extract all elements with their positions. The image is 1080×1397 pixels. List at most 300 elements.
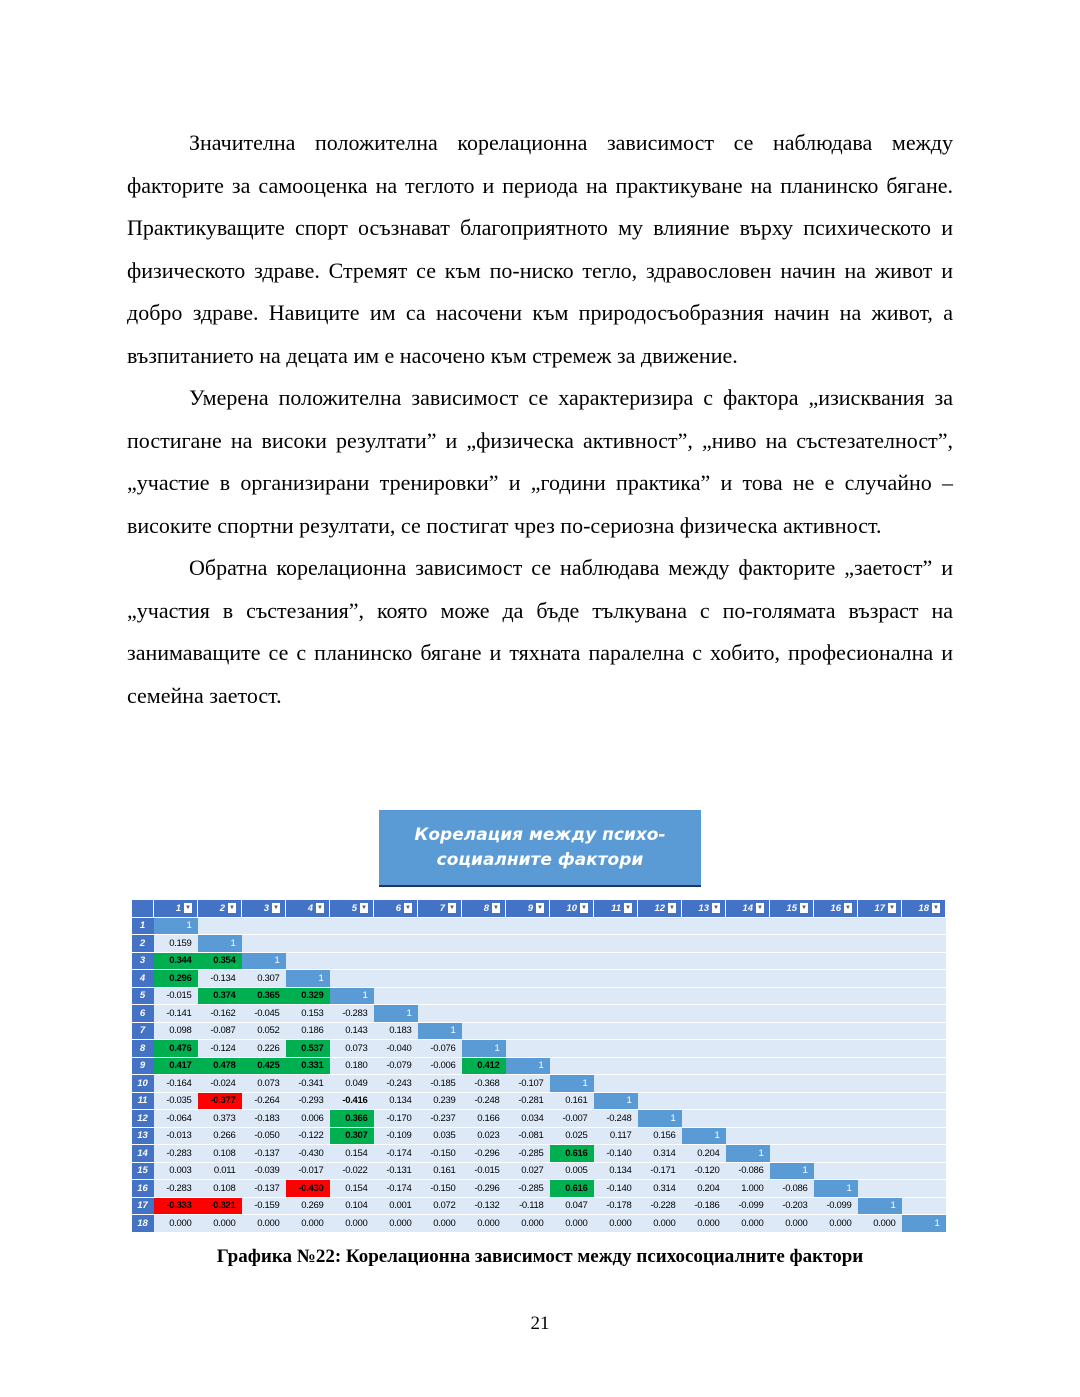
matrix-cell: -0.107 [506,1075,550,1093]
matrix-cell [902,970,946,988]
matrix-cell [462,970,506,988]
matrix-cell: 0.476 [154,1040,198,1058]
matrix-cell [418,917,462,935]
matrix-cell [770,1145,814,1163]
matrix-cell [814,1127,858,1145]
matrix-cell [330,970,374,988]
column-header-label: 13 [698,902,709,914]
matrix-cell: -0.006 [418,1057,462,1075]
matrix-cell [374,970,418,988]
matrix-cell [902,1127,946,1145]
matrix-cell [726,1057,770,1075]
matrix-row-12 [132,1110,946,1128]
row-header-17: 17 [132,1197,154,1215]
matrix-cell: 0.616 [550,1145,594,1163]
matrix-cell [682,1022,726,1040]
matrix-cell: -0.285 [506,1145,550,1163]
matrix-cell: 0.329 [286,987,330,1005]
matrix-cell [770,1092,814,1110]
matrix-cell: -0.164 [154,1075,198,1093]
matrix-cell: 0.161 [418,1162,462,1180]
matrix-cell [814,1057,858,1075]
matrix-cell: 0.204 [682,1145,726,1163]
matrix-cell [462,935,506,953]
matrix-cell [814,1075,858,1093]
matrix-cell [814,952,858,970]
matrix-header-row [132,900,946,918]
column-header-17[interactable] [858,900,902,918]
matrix-cell: 0.307 [242,970,286,988]
matrix-cell [462,987,506,1005]
column-header-15[interactable] [770,900,814,918]
matrix-cell: -0.081 [506,1127,550,1145]
matrix-cell: 0.000 [154,1215,198,1233]
matrix-cell: 0.000 [286,1215,330,1233]
column-header-13[interactable] [682,900,726,918]
matrix-cell: -0.120 [682,1162,726,1180]
column-header-label: 11 [611,902,621,914]
matrix-cell: 0.025 [550,1127,594,1145]
filter-dropdown-icon[interactable]: ▼ [405,905,411,912]
matrix-cell: 0.374 [198,987,242,1005]
matrix-cell [770,1057,814,1075]
matrix-cell: -0.050 [242,1127,286,1145]
matrix-cell: 0.072 [418,1197,462,1215]
row-header-2: 2 [132,935,154,953]
row-header-18: 18 [132,1215,154,1233]
matrix-row-5 [132,987,946,1005]
matrix-cell: 1 [682,1127,726,1145]
matrix-cell: 0.616 [550,1180,594,1198]
matrix-cell: -0.086 [770,1180,814,1198]
matrix-cell: -0.022 [330,1162,374,1180]
matrix-cell: 0.266 [198,1127,242,1145]
matrix-cell [726,935,770,953]
matrix-cell [242,917,286,935]
matrix-body [132,917,946,1232]
row-header-11: 11 [132,1092,154,1110]
matrix-cell: 0.005 [550,1162,594,1180]
matrix-cell [550,1005,594,1023]
matrix-cell: 0.354 [198,952,242,970]
column-header-label: 18 [918,902,929,914]
matrix-cell: -0.132 [462,1197,506,1215]
matrix-cell: -0.124 [198,1040,242,1058]
matrix-cell [506,1022,550,1040]
matrix-cell: 0.108 [198,1145,242,1163]
matrix-row-6 [132,1005,946,1023]
column-header-7[interactable] [418,900,462,918]
matrix-cell [726,917,770,935]
matrix-cell: 0.001 [374,1197,418,1215]
matrix-cell [638,987,682,1005]
matrix-cell [682,987,726,1005]
filter-dropdown-icon[interactable]: ▼ [229,905,235,912]
page-number: 21 [530,1313,550,1334]
column-header-label: 8 [483,902,489,914]
figure-caption: Графика №22: Корелационна зависимост между психосоциалните фактори [216,1246,864,1267]
matrix-cell: 0.023 [462,1127,506,1145]
filter-dropdown-icon[interactable]: ▼ [493,905,499,912]
matrix-cell: -0.064 [154,1110,198,1128]
matrix-cell [550,1057,594,1075]
matrix-row-15 [132,1162,946,1180]
matrix-cell: 0.331 [286,1057,330,1075]
matrix-cell [814,1040,858,1058]
matrix-cell [682,1110,726,1128]
matrix-cell: -0.170 [374,1110,418,1128]
row-header-7: 7 [132,1022,154,1040]
matrix-cell: 0.186 [286,1022,330,1040]
row-header-8: 8 [132,1040,154,1058]
matrix-cell [506,987,550,1005]
matrix-cell [902,1092,946,1110]
matrix-cell [682,1040,726,1058]
column-header-label: 1 [175,902,181,914]
matrix-cell: 0.034 [506,1110,550,1128]
matrix-cell [418,987,462,1005]
matrix-cell: -0.045 [242,1005,286,1023]
matrix-cell [638,1005,682,1023]
matrix-cell [682,952,726,970]
matrix-cell [858,1127,902,1145]
column-header-label: 12 [654,902,665,914]
matrix-cell: -0.159 [242,1197,286,1215]
matrix-cell [462,917,506,935]
matrix-cell: 0.314 [638,1145,682,1163]
matrix-cell: 0.000 [858,1215,902,1233]
matrix-cell [770,1075,814,1093]
column-header-3[interactable] [242,900,286,918]
matrix-cell [858,987,902,1005]
filter-dropdown-icon[interactable]: ▼ [185,905,191,912]
matrix-row-3 [132,952,946,970]
row-header-1: 1 [132,917,154,935]
matrix-cell: -0.140 [594,1180,638,1198]
matrix-cell: -0.122 [286,1127,330,1145]
column-header-5[interactable] [330,900,374,918]
matrix-corner [132,900,154,918]
matrix-cell: -0.285 [506,1180,550,1198]
filter-dropdown-icon[interactable]: ▼ [361,905,367,912]
matrix-cell [506,917,550,935]
matrix-row-14 [132,1145,946,1163]
matrix-cell [242,935,286,953]
row-header-13: 13 [132,1127,154,1145]
matrix-cell [814,1022,858,1040]
matrix-cell: -0.321 [198,1197,242,1215]
matrix-cell [418,935,462,953]
matrix-cell: -0.377 [198,1092,242,1110]
column-header-8[interactable] [462,900,506,918]
matrix-cell: -0.341 [286,1075,330,1093]
matrix-cell: -0.137 [242,1145,286,1163]
filter-dropdown-icon[interactable]: ▼ [713,905,719,912]
column-header-1[interactable] [154,900,198,918]
matrix-cell: 0.143 [330,1022,374,1040]
matrix-cell: 0.047 [550,1197,594,1215]
matrix-cell [374,952,418,970]
matrix-cell: 1 [638,1110,682,1128]
matrix-cell: -0.203 [770,1197,814,1215]
matrix-cell: 0.183 [374,1022,418,1040]
matrix-cell: 0.159 [154,935,198,953]
matrix-cell: -0.024 [198,1075,242,1093]
matrix-cell: -0.237 [418,1110,462,1128]
filter-dropdown-icon[interactable]: ▼ [933,905,939,912]
matrix-cell [638,952,682,970]
matrix-cell: 0.000 [242,1215,286,1233]
matrix-cell [726,1022,770,1040]
row-header-10: 10 [132,1075,154,1093]
column-header-10[interactable] [550,900,594,918]
matrix-cell: 0.417 [154,1057,198,1075]
column-header-9[interactable] [506,900,550,918]
filter-dropdown-icon[interactable]: ▼ [757,905,763,912]
column-header-label: 4 [307,902,313,914]
paragraph-1: Значителна положителна корелационна зависимост се наблюдава между факторите за самооценка на теглото и периода на практикуване на планинско бягане. Практикуващите спорт осъзнават благоприятното му влияние върху психическото и физическото здраве. Стремят се към по-ниско тегло, здравословен начин на живот и добро здраве. Навиците им са насочени към природосъобразния начин на живот, а възпитанието на децата им е насочено към стремеж за движение. [127,130,953,368]
matrix-cell [770,987,814,1005]
matrix-cell: 0.052 [242,1022,286,1040]
matrix-cell: -0.296 [462,1145,506,1163]
matrix-cell: 0.000 [594,1215,638,1233]
matrix-cell [902,935,946,953]
matrix-cell [858,1040,902,1058]
matrix-cell [374,917,418,935]
matrix-cell [770,952,814,970]
filter-dropdown-icon[interactable]: ▼ [449,905,455,912]
matrix-cell [594,1022,638,1040]
matrix-cell [858,1145,902,1163]
matrix-cell: -0.293 [286,1092,330,1110]
matrix-cell: 0.314 [638,1180,682,1198]
matrix-cell: 0.373 [198,1110,242,1128]
matrix-cell: -0.087 [198,1022,242,1040]
matrix-cell: 0.000 [814,1215,858,1233]
column-header-11[interactable] [594,900,638,918]
matrix-cell: 0.000 [462,1215,506,1233]
matrix-cell: 0.000 [374,1215,418,1233]
matrix-cell: -0.264 [242,1092,286,1110]
matrix-row-13 [132,1127,946,1145]
matrix-cell [814,1162,858,1180]
matrix-row-4 [132,970,946,988]
matrix-cell: 0.161 [550,1092,594,1110]
column-header-14[interactable] [726,900,770,918]
matrix-cell: 1 [198,935,242,953]
column-header-label: 14 [742,902,753,914]
matrix-cell: 0.296 [154,970,198,988]
filter-dropdown-icon[interactable]: ▼ [537,905,543,912]
matrix-cell: 0.134 [374,1092,418,1110]
matrix-cell: -0.015 [154,987,198,1005]
matrix-cell: 1 [462,1040,506,1058]
matrix-cell [814,1005,858,1023]
matrix-cell [682,1075,726,1093]
row-header-14: 14 [132,1145,154,1163]
matrix-cell: -0.283 [330,1005,374,1023]
matrix-cell: -0.015 [462,1162,506,1180]
matrix-cell: 1 [594,1092,638,1110]
filter-dropdown-icon[interactable]: ▼ [625,905,631,912]
matrix-cell: 0.073 [242,1075,286,1093]
matrix-cell: -0.017 [286,1162,330,1180]
matrix-cell [506,970,550,988]
matrix-cell [506,952,550,970]
paragraph-3: Обратна корелационна зависимост се наблюдава между факторите „заетост” и „участия в състезания”, която може да бъде тълкувана с по-голямата възраст на занимаващите се с планинско бягане и тяхната паралелна с хобито, професионална и семейна заетост. [127,555,953,708]
matrix-cell [814,935,858,953]
matrix-cell [506,1005,550,1023]
matrix-cell [418,1005,462,1023]
filter-dropdown-icon[interactable]: ▼ [889,905,895,912]
matrix-cell: 0.366 [330,1110,374,1128]
matrix-cell: 1 [814,1180,858,1198]
column-header-label: 5 [351,902,357,914]
matrix-cell [726,952,770,970]
matrix-cell [858,952,902,970]
matrix-cell [726,970,770,988]
column-header-label: 15 [786,902,797,914]
matrix-cell [902,1022,946,1040]
matrix-cell [638,1075,682,1093]
matrix-cell: -0.162 [198,1005,242,1023]
matrix-cell: -0.416 [330,1092,374,1110]
matrix-cell: -0.086 [726,1162,770,1180]
matrix-cell [770,1127,814,1145]
matrix-cell [726,1075,770,1093]
matrix-cell: 1 [418,1022,462,1040]
chart-title-box [379,810,701,887]
matrix-cell [814,970,858,988]
matrix-cell: 0.344 [154,952,198,970]
matrix-cell [374,987,418,1005]
matrix-cell: 0.117 [594,1127,638,1145]
matrix-cell: 0.108 [198,1180,242,1198]
matrix-cell [770,1005,814,1023]
matrix-cell [594,1075,638,1093]
matrix-cell [550,917,594,935]
matrix-row-8 [132,1040,946,1058]
column-header-16[interactable] [814,900,858,918]
matrix-cell: 0.000 [682,1215,726,1233]
matrix-cell: 0.000 [726,1215,770,1233]
matrix-cell [858,917,902,935]
body-text [127,122,953,717]
matrix-cell: 0.098 [154,1022,198,1040]
matrix-cell [858,935,902,953]
matrix-row-2 [132,935,946,953]
filter-dropdown-icon[interactable]: ▼ [581,905,587,912]
matrix-cell: 1 [506,1057,550,1075]
matrix-cell [374,935,418,953]
matrix-cell [858,1022,902,1040]
matrix-cell [594,970,638,988]
matrix-cell [902,917,946,935]
matrix-cell [770,1110,814,1128]
matrix-cell [594,1057,638,1075]
matrix-cell [550,952,594,970]
matrix-cell [330,952,374,970]
column-header-6[interactable] [374,900,418,918]
matrix-cell [198,917,242,935]
matrix-cell [858,1162,902,1180]
filter-dropdown-icon[interactable]: ▼ [801,905,807,912]
column-header-2[interactable] [198,900,242,918]
filter-dropdown-icon[interactable]: ▼ [317,905,323,912]
matrix-cell [902,1180,946,1198]
filter-dropdown-icon[interactable]: ▼ [669,905,675,912]
row-header-15: 15 [132,1162,154,1180]
matrix-cell [550,987,594,1005]
matrix-cell: -0.248 [594,1110,638,1128]
matrix-cell [814,1092,858,1110]
matrix-cell: 0.269 [286,1197,330,1215]
matrix-cell [638,917,682,935]
matrix-cell [726,1005,770,1023]
column-header-12[interactable] [638,900,682,918]
matrix-cell: 0.027 [506,1162,550,1180]
filter-dropdown-icon[interactable]: ▼ [273,905,279,912]
matrix-cell: 0.365 [242,987,286,1005]
matrix-cell [770,1040,814,1058]
matrix-cell: 0.003 [154,1162,198,1180]
matrix-cell [682,1092,726,1110]
matrix-cell: 0.000 [550,1215,594,1233]
matrix-cell: 1 [902,1215,946,1233]
matrix-cell: 0.000 [330,1215,374,1233]
matrix-cell: 0.000 [418,1215,462,1233]
matrix-cell: -0.013 [154,1127,198,1145]
matrix-cell [682,1057,726,1075]
matrix-cell [902,1162,946,1180]
matrix-cell: -0.140 [594,1145,638,1163]
matrix-cell: 0.425 [242,1057,286,1075]
matrix-cell [286,935,330,953]
matrix-cell: -0.183 [242,1110,286,1128]
matrix-cell [638,1092,682,1110]
matrix-cell: 0.006 [286,1110,330,1128]
matrix-cell: -0.171 [638,1162,682,1180]
matrix-cell: -0.134 [198,970,242,988]
matrix-cell: -0.185 [418,1075,462,1093]
matrix-cell [462,1005,506,1023]
matrix-cell [550,1040,594,1058]
matrix-cell: 0.000 [638,1215,682,1233]
matrix-cell: 1 [286,970,330,988]
matrix-cell [726,1092,770,1110]
matrix-cell: 0.154 [330,1180,374,1198]
matrix-cell: -0.141 [154,1005,198,1023]
column-header-18[interactable] [902,900,946,918]
matrix-cell: 0.035 [418,1127,462,1145]
matrix-cell [858,970,902,988]
column-header-4[interactable] [286,900,330,918]
matrix-cell: 0.156 [638,1127,682,1145]
matrix-cell: -0.281 [506,1092,550,1110]
matrix-cell [594,987,638,1005]
matrix-cell: -0.150 [418,1180,462,1198]
matrix-cell [902,1075,946,1093]
matrix-cell [902,987,946,1005]
column-header-label: 9 [527,902,533,914]
matrix-cell: -0.099 [726,1197,770,1215]
matrix-cell [770,970,814,988]
matrix-cell: 0.049 [330,1075,374,1093]
matrix-cell [286,917,330,935]
row-header-3: 3 [132,952,154,970]
filter-dropdown-icon[interactable]: ▼ [845,905,851,912]
matrix-row-7 [132,1022,946,1040]
